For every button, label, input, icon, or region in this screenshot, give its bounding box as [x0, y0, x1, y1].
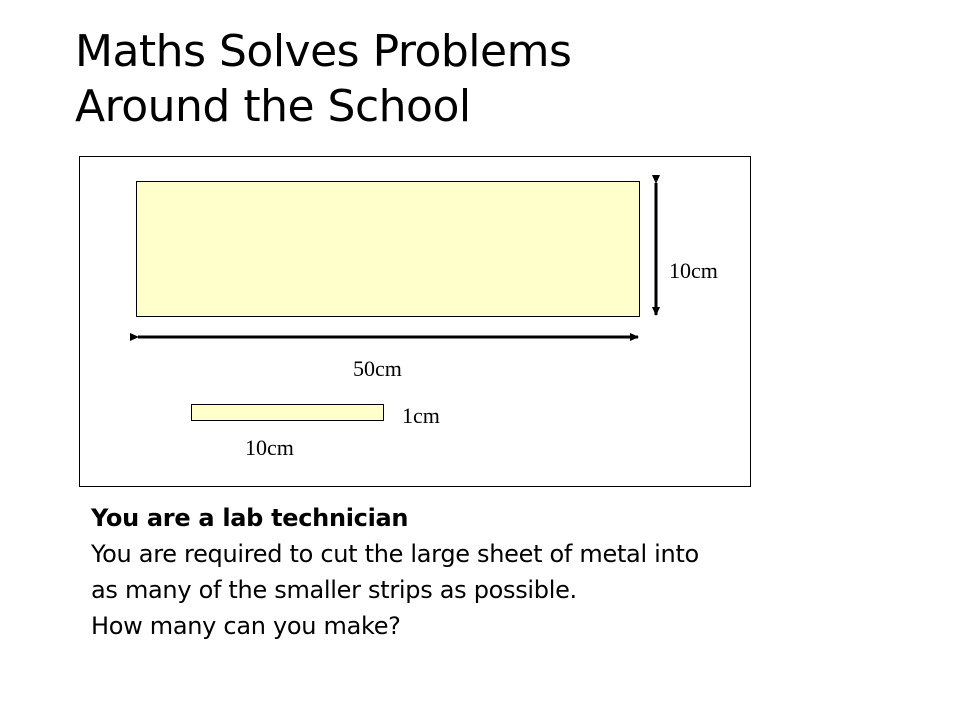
task-question: How many can you make?	[91, 612, 401, 640]
title-line-2: Around the School	[75, 81, 471, 132]
task-description	[91, 500, 911, 644]
slide-title	[75, 24, 875, 134]
strip-width-label: 10cm	[245, 435, 294, 460]
task-line-2: as many of the smaller strips as possible.	[91, 576, 577, 604]
task-heading: You are a lab technician	[91, 504, 409, 532]
task-line-1: You are required to cut the large sheet of metal into	[91, 540, 699, 568]
sheet-width-label: 50cm	[353, 356, 402, 381]
sheet-height-label: 10cm	[669, 258, 718, 283]
title-line-1: Maths Solves Problems	[75, 26, 572, 77]
metal-sheet-diagram	[79, 156, 751, 487]
dimension-arrows	[80, 157, 752, 488]
strip-height-label: 1cm	[402, 403, 440, 428]
